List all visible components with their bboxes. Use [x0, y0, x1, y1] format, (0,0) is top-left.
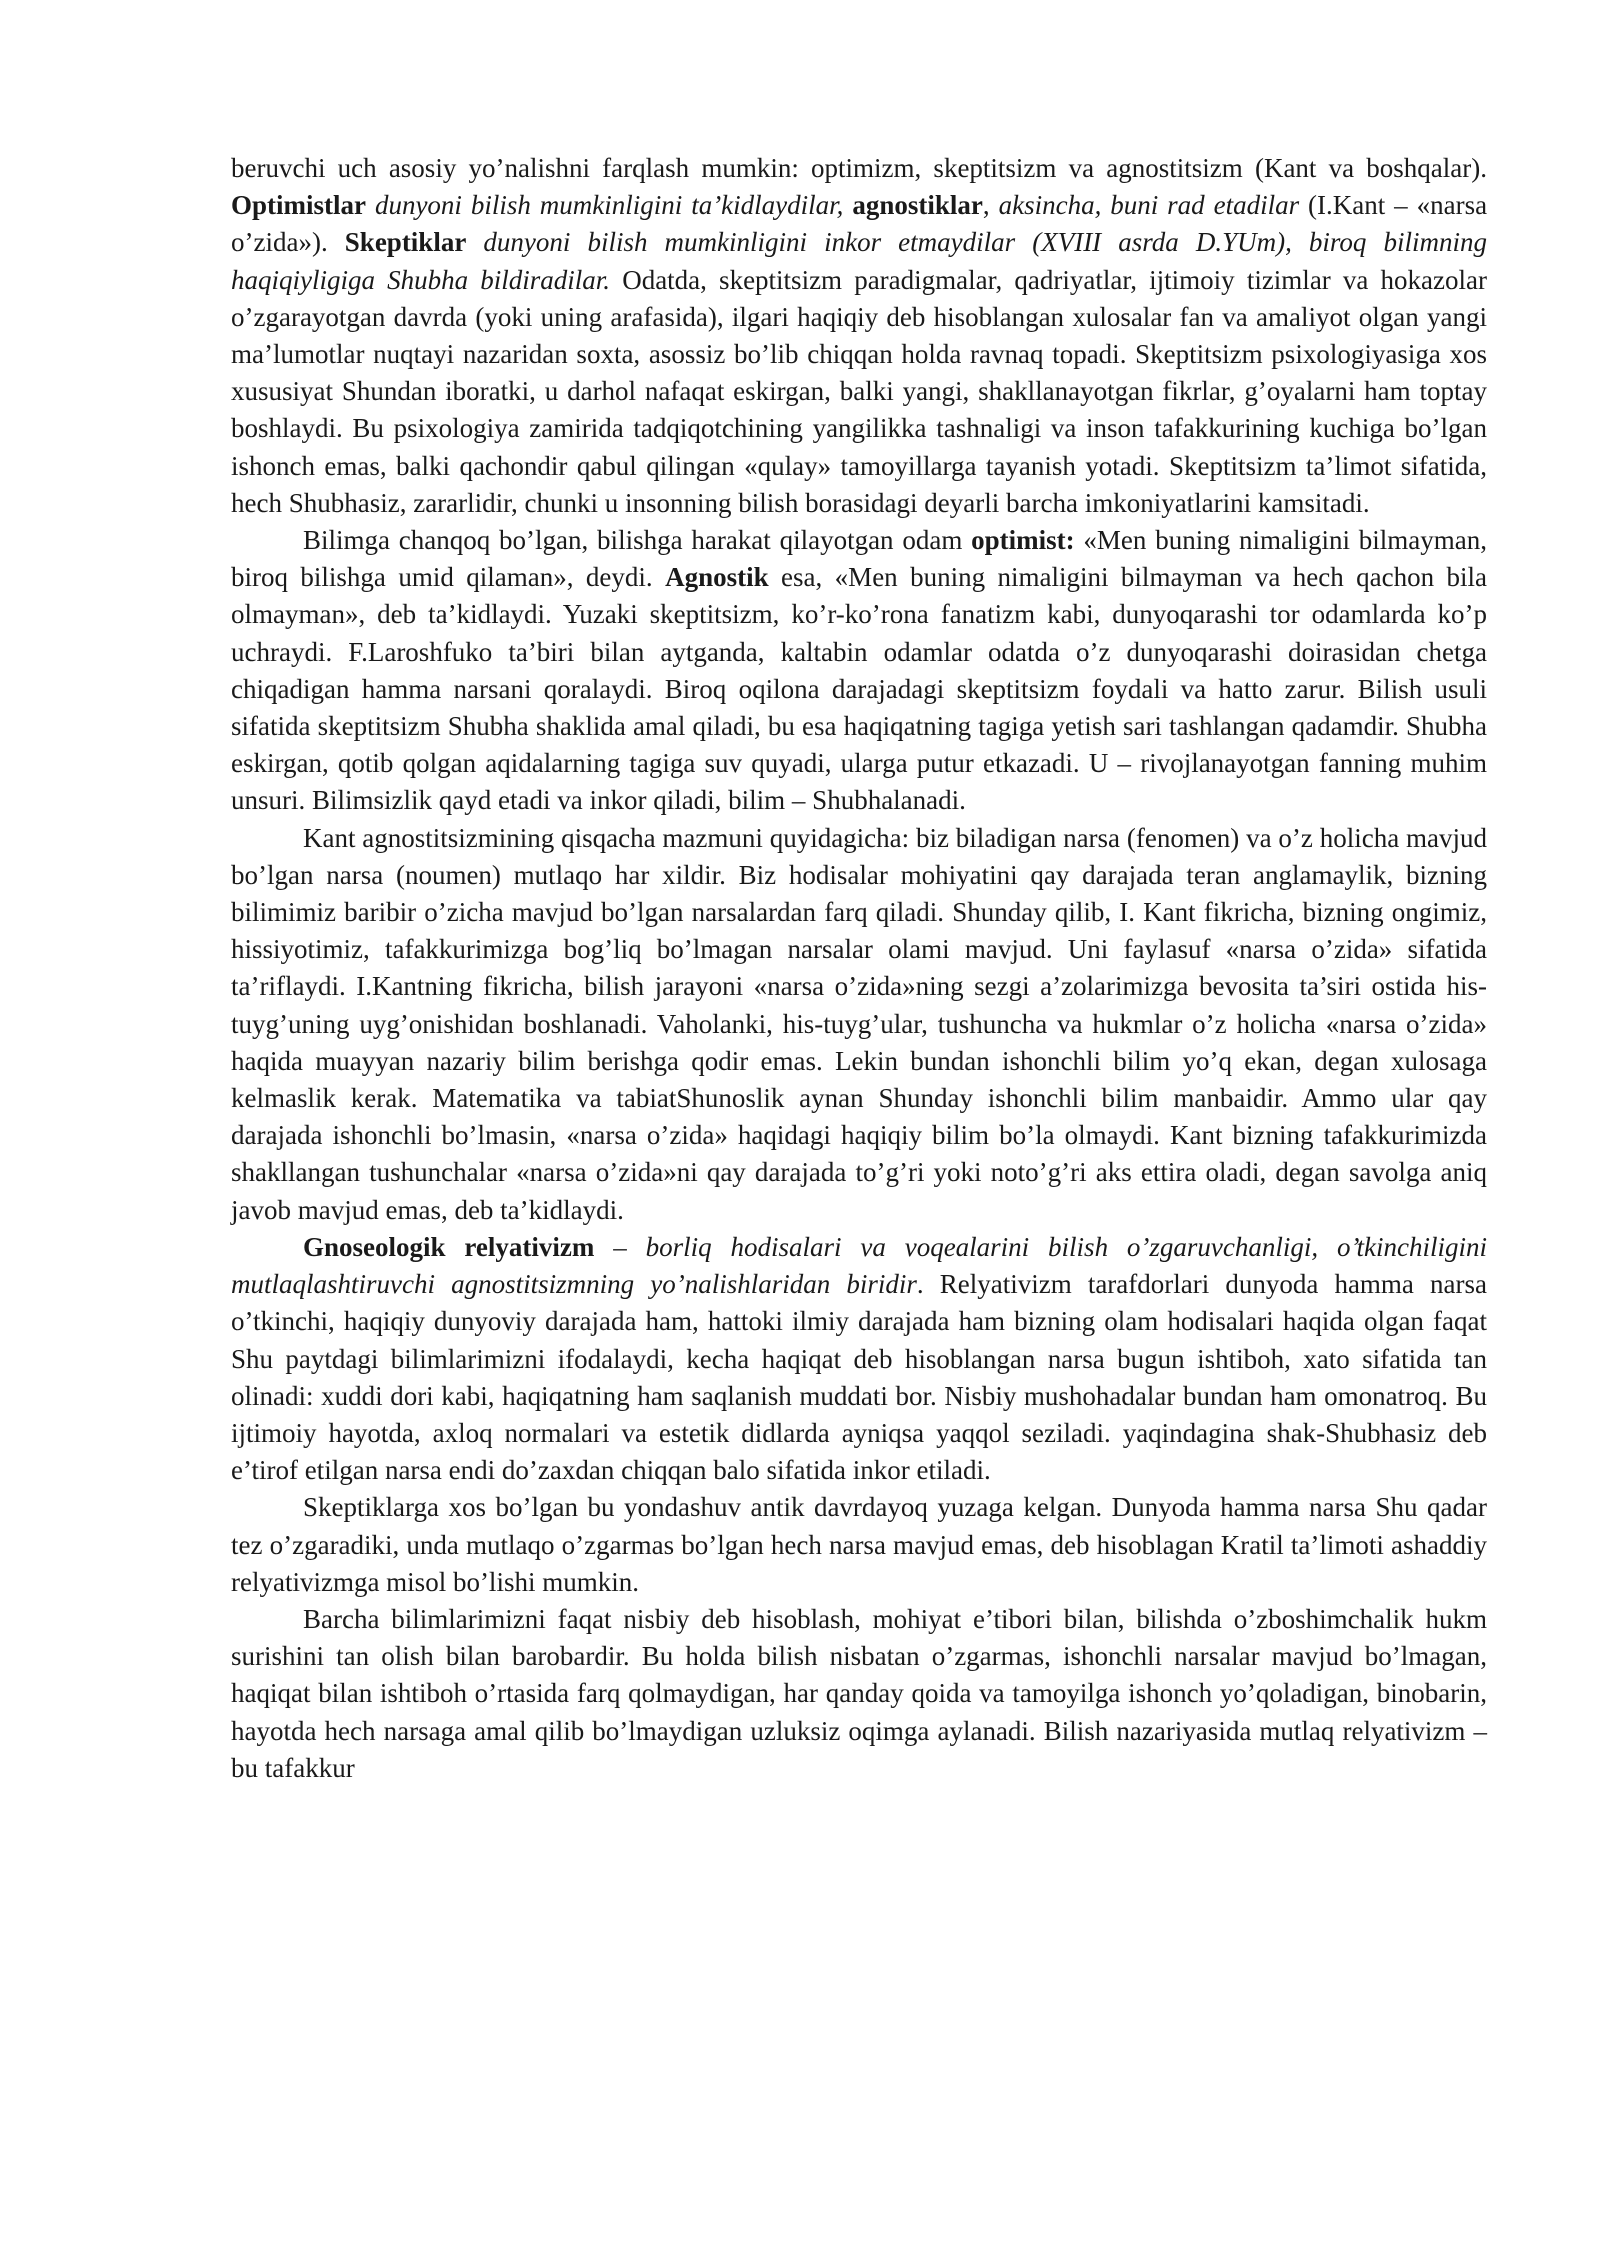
term-gnoseologik-relyativizm: Gnoseologik relyativizm [303, 1231, 595, 1262]
term-agnostiklar: agnostiklar [852, 190, 983, 221]
emphasis-text: aksincha, buni rad etadilar [998, 190, 1300, 221]
term-optimistlar: Optimistlar [231, 190, 366, 221]
text-run: – [594, 1231, 646, 1262]
text-run: (I.Kant – «narsa o’zida»). [231, 190, 1488, 258]
document-page [231, 150, 1487, 1787]
text-run: beruvchi uch asosiy yo’nalishni farqlash mumkin: optimizm, skeptitsizm va agnostitsizm (Kant va boshqalar). [231, 153, 1487, 183]
term-optimist: optimist: [971, 525, 1075, 556]
term-agnostik: Agnostik [665, 562, 769, 593]
emphasis-text: dunyoni bilish mumkinligini ta’kidlaydilar, [374, 190, 844, 221]
paragraph-3 [231, 820, 1487, 1229]
emphasis-text: dunyoni bilish mumkinligini inkor etmaydilar (XVIII asrda D.YUm), biroq bilimning haqiqiyligiga Shubha bildiradilar. [231, 227, 1488, 295]
text-run: Kant agnostitsizmining qisqacha mazmuni quyidagicha: biz biladigan narsa (fenomen) va o’z holicha mavjud bo’lgan narsa (noumen) mutlaqo har xildir. Biz hodisalar mohiyatini qay darajada teran anglamaylik, bizning bilimimiz baribir o’zicha mavjud bo’lgan narsalardan farq qiladi. Shunday qilib, I. Kant fikricha, bizning ongimiz, hissiyotimiz, tafakkurimizga bog’liq bo’lmagan narsalar olami mavjud. Uni faylasuf «narsa o’zida» sifatida ta’riflaydi. I.Kantning fikricha, bilish jarayoni «narsa o’zida»ning sezgi a’zolarimizga bevosita ta’siri ostida his-tuyg’uning uyg’onishidan boshlanadi. Vaholanki, his-tuyg’ular, tushuncha va hukmlar o’z holicha «narsa o’zida» haqida muayyan nazariy bilim berishga qodir emas. Lekin bundan ishonchli bilim yo’q ekan, degan xulosaga kelmaslik kerak. Matematika va tabiatShunoslik aynan Shunday ishonchli bilim manbaidir. Ammo ular qay darajada ishonchli bo’lmasin, «narsa o’zida» haqidagi haqiqiy bilim bo’la olmaydi. Kant bizning tafakkurimizda shakllangan tushunchalar «narsa o’zida»ni qay darajada to’g’ri yoki noto’g’ri aks ettira oladi, degan savolga aniq javob mavjud emas, deb ta’kidlaydi. [231, 822, 1487, 1225]
text-run [466, 227, 483, 257]
paragraph-1 [231, 150, 1487, 522]
paragraph-4 [231, 1229, 1487, 1489]
text-run: . Relyativizm tarafdorlari dunyoda hamma narsa o’tkinchi, haqiqiy dunyoviy darajada ham, hattoki ilmiy darajada ham bizning olam hodisalari haqida olgan faqat Shu paytdagi bilimlarimizni ifodalaydi, kecha haqiqat deb hisoblangan narsa bugun ishtiboh, xato sifatida tan olinadi: xuddi dori kabi, haqiqatning ham saqlanish muddati bor. Nisbiy mushohadalar bundan ham omonatroq. Bu ijtimoiy hayotda, axloq normalari va estetik didlarda ayniqsa yaqqol seziladi. yaqindagina shak-Shubhasiz deb e’tirof etilgan narsa endi do’zaxdan chiqqan balo sifatida inkor etiladi. [231, 1269, 1487, 1486]
text-run: , [982, 190, 999, 221]
text-run [366, 190, 375, 220]
text-run: Bilimga chanqoq bo’lgan, bilishga harakat qilayotgan odam [303, 525, 972, 556]
paragraph-6 [231, 1601, 1487, 1787]
text-run: esa, «Men buning nimaligini bilmayman va hech qachon bila olmayman», deb ta’kidlaydi. Yuzaki skeptitsizm, ko’r-ko’rona fanatizm kabi, dunyoqarashi tor odamlarda ko’p uchraydi. F.Laroshfuko ta’biri bilan aytganda, kaltabin odamlar odatda o’z dunyoqarashi doirasidan chetga chiqadigan hamma narsani qoralaydi. Biroq oqilona darajadagi skeptitsizm foydali va hatto zarur. Bilish usuli sifatida skeptitsizm Shubha shaklida amal qiladi, bu esa haqiqatning tagiga yetish sari tashlangan qadamdir. Shubha eskirgan, qotib qolgan aqidalarning tagiga suv quyadi, ularga putur etkazadi. U – rivojlanayotgan fanning muhim unsuri. Bilimsizlik qayd etadi va inkor qiladi, bilim – Shubhalanadi. [231, 562, 1488, 816]
text-run: «Men buning nimaligini bilmayman, biroq bilishga umid qilaman», deydi. [231, 525, 1487, 593]
text-run: Odatda, skeptitsizm paradigmalar, qadriyatlar, ijtimoiy tizimlar va hokazolar o’zgarayotgan davrda (yoki uning arafasida), ilgari haqiqiy deb hisoblangan xulosalar fan va amaliyot olgan yangi ma’lumotlar nuqtayi nazaridan soxta, asossiz bo’lib chiqqan holda ravnaq topadi. Skeptitsizm psixologiyasiga xos xususiyat Shundan iboratki, u darhol nafaqat eskirgan, balki yangi, shakllanayotgan fikrlar, g’oyalarni ham toptay boshlaydi. Bu psixologiya zamirida tadqiqotchining yangilikka tashnaligi va inson tafakkurining kuchiga bo’lgan ishonch emas, balki qachondir qabul qilingan «qulay» tamoyillarga tayanish yotadi. Skeptitsizm ta’limot sifatida, hech Shubhasiz, zararlidir, chunki u insonning bilish borasidagi deyarli barcha imkoniyatlarini kamsitadi. [231, 264, 1487, 518]
paragraph-5 [231, 1489, 1487, 1601]
term-skeptiklar: Skeptiklar [344, 227, 467, 258]
paragraph-2 [231, 522, 1487, 820]
text-run: Skeptiklarga xos bo’lgan bu yondashuv antik davrdayoq yuzaga kelgan. Dunyoda hamma narsa Shu qadar tez o’zgaradiki, unda mutlaqo o’zgarmas bo’lgan hech narsa mavjud emas, deb hisoblagan Kratil ta’limoti ashaddiy relyativizmga misol bo’lishi mumkin. [231, 1492, 1487, 1597]
emphasis-text: borliq hodisalari va voqealarini bilish o’zgaruvchanligi, o’tkinchiligini mutlaqlashtiruvchi agnostitsizmning yo’nalishlaridan biridir [231, 1231, 1488, 1300]
text-run: Barcha bilimlarimizni faqat nisbiy deb hisoblash, mohiyat e’tibori bilan, bilishda o’zboshimchalik hukm surishini tan olish bilan barobardir. Bu holda bilish nisbatan o’zgarmas, ishonchli narsalar mavjud bo’lmagan, haqiqat bilan ishtiboh o’rtasida farq qolmaydigan, har qanday qoida va tamoyilga ishonch yo’qoladigan, binobarin, hayotda hech narsaga amal qilib bo’lmaydigan uzluksiz oqimga aylanadi. Bilish nazariyasida mutlaq relyativizm – bu tafakkur [231, 1603, 1487, 1783]
